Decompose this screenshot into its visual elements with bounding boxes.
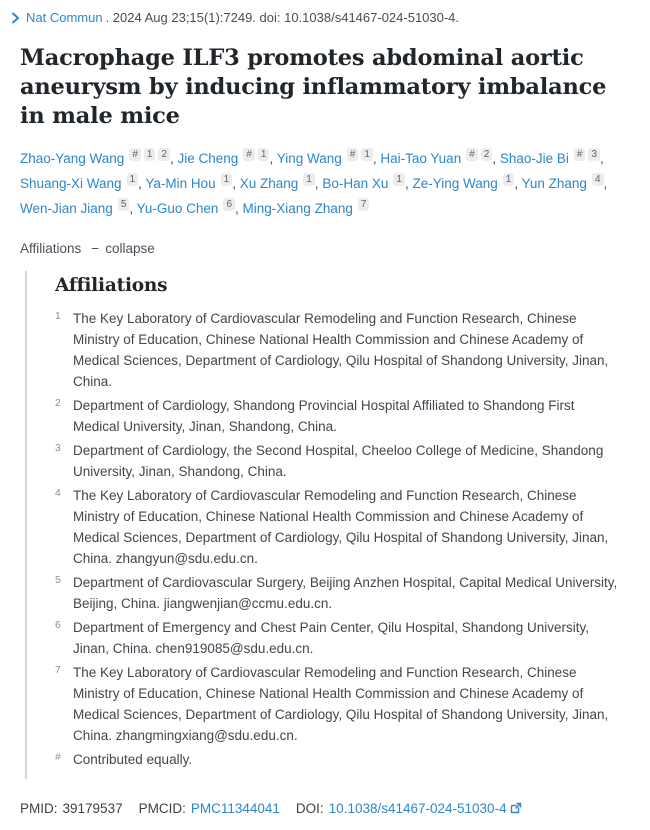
author-affiliation-sup-badge: #	[129, 148, 141, 161]
author	[20, 176, 138, 191]
author	[500, 151, 600, 166]
affiliation-item	[55, 662, 622, 746]
author-link[interactable]: Xu Zhang	[239, 176, 299, 191]
author-link[interactable]: Yu-Guo Chen	[136, 201, 219, 216]
author-affiliation-sup-badge: 1	[303, 173, 315, 186]
affiliation-item	[55, 308, 622, 392]
author	[413, 176, 515, 191]
affiliation-text: Department of Cardiovascular Surgery, Beijing Anzhen Hospital, Capital Medical University, Beijing, China. jiangwenjian@ccmu.edu.cn.	[73, 575, 618, 611]
pmcid-label: PMCID:	[138, 801, 186, 816]
pmid-value: 39179537	[62, 801, 123, 816]
pmcid-link[interactable]: PMC11344041	[190, 801, 280, 816]
citation-text: . 2024 Aug 23;15(1):7249. doi: 10.1038/s41467-024-51030-4.	[105, 10, 460, 25]
affiliation-text: Department of Cardiology, the Second Hospital, Cheeloo College of Medicine, Shandong University, Jinan, Shandong, China.	[73, 443, 604, 479]
author-affiliation-sup-badge: 7	[358, 198, 370, 211]
affiliation-text: The Key Laboratory of Cardiovascular Remodeling and Function Research, Chinese Ministry of Education, Chinese National Health Commission and Chinese Academy of Medical Sciences, Department of Cardiology, Qilu Hospital of Shandong University, Jinan, China. zhangyun@sdu.edu.cn.	[73, 488, 609, 566]
author	[240, 176, 315, 191]
affiliation-item	[55, 749, 622, 770]
affiliations-list	[55, 308, 622, 770]
affiliation-marker: #	[55, 751, 61, 763]
author-affiliation-sup-badge: 1	[393, 173, 405, 186]
affiliation-item	[55, 572, 622, 614]
author-link[interactable]: Zhao-Yang Wang	[20, 151, 125, 166]
author	[20, 151, 170, 166]
affiliation-marker: 1	[55, 310, 61, 322]
affiliation-marker: 2	[55, 397, 61, 409]
chevron-right-icon	[11, 12, 20, 24]
affiliation-text: The Key Laboratory of Cardiovascular Remodeling and Function Research, Chinese Ministry of Education, Chinese National Health Commission and Chinese Academy of Medical Sciences, Department of Cardiology, Qilu Hospital of Shandong University, Jinan, China. zhangmingxiang@sdu.edu.cn.	[73, 665, 609, 743]
affiliation-item	[55, 617, 622, 659]
author-affiliation-sup-badge: 1	[127, 173, 139, 186]
author-affiliation-sup-badge: 4	[592, 173, 604, 186]
author-affiliation-sup-badge: 2	[481, 148, 493, 161]
minus-icon: −	[91, 241, 100, 256]
author-affiliation-sup-badge: 1	[221, 173, 233, 186]
author	[277, 151, 373, 166]
author-link[interactable]: Ying Wang	[276, 151, 342, 166]
author-link[interactable]: Shao-Jie Bi	[499, 151, 569, 166]
author-affiliation-sup-badge: 5	[118, 198, 130, 211]
author-affiliation-sup-badge: 1	[361, 148, 373, 161]
author	[178, 151, 270, 166]
author-link[interactable]: Ya-Min Hou	[145, 176, 216, 191]
author-link[interactable]: Yun Zhang	[521, 176, 587, 191]
doi-link[interactable]: 10.1038/s41467-024-51030-4	[329, 801, 522, 816]
doi-label: DOI:	[295, 801, 324, 816]
pmcid-group	[139, 801, 280, 816]
affiliations-heading: Affiliations	[55, 275, 168, 296]
affiliations-toggle-label: Affiliations	[20, 241, 82, 256]
author	[380, 151, 492, 166]
affiliation-marker: 7	[55, 664, 61, 676]
author-affiliation-sup-badge: 1	[144, 148, 156, 161]
author	[137, 201, 235, 216]
author	[145, 176, 232, 191]
author-affiliation-sup-badge: #	[243, 148, 255, 161]
author-affiliation-sup-badge: #	[466, 148, 478, 161]
journal-link[interactable]: Nat Commun	[26, 10, 103, 25]
affiliation-text: The Key Laboratory of Cardiovascular Remodeling and Function Research, Chinese Ministry of Education, Chinese National Health Commission and Chinese Academy of Medical Sciences, Department of Cardiology, Qilu Hospital of Shandong University, Jinan, China.	[73, 311, 609, 389]
pmid-group	[20, 801, 123, 816]
author-affiliation-sup-badge: #	[574, 148, 586, 161]
author-affiliation-sup-badge: 2	[158, 148, 170, 161]
author	[20, 201, 129, 216]
author-link[interactable]: Hai-Tao Yuan	[380, 151, 462, 166]
affiliations-panel	[25, 271, 622, 779]
affiliation-text: Contributed equally.	[73, 752, 193, 767]
affiliation-marker: 4	[55, 487, 61, 499]
author-link[interactable]: Ming-Xiang Zhang	[242, 201, 353, 216]
author-link[interactable]: Wen-Jian Jiang	[20, 201, 113, 216]
author-affiliation-sup-badge: #	[347, 148, 359, 161]
external-link-icon	[510, 802, 522, 814]
affiliations-toggle-row	[20, 241, 622, 256]
author	[522, 176, 604, 191]
affiliation-item	[55, 395, 622, 437]
author-link[interactable]: Bo-Han Xu	[322, 176, 389, 191]
affiliation-marker: 6	[55, 619, 61, 631]
author	[322, 176, 405, 191]
author-affiliation-sup-badge: 1	[503, 173, 515, 186]
author-affiliation-sup-badge: 3	[588, 148, 600, 161]
author-link[interactable]: Jie Cheng	[177, 151, 239, 166]
pmid-label: PMID:	[20, 801, 58, 816]
authors-list: Zhao-Yang Wang # 1 2 , Jie Cheng # 1 , Ying Wang # 1 , Hai-Tao Yuan # 2 , Shao-Jie Bi # 3 , Shuang-Xi Wang 1 , Ya-Min Hou 1 , Xu Zhang 1 , Bo-Han Xu 1 , Ze-Ying Wang 1 , Yun Zhang 4 , Wen-Jian Jiang 5 , Yu-Guo Chen 6 , Ming-Xiang Zhang 7	[20, 149, 608, 216]
author-affiliation-sup-badge: 6	[223, 198, 235, 211]
author	[243, 201, 370, 216]
journal-bar	[11, 10, 622, 25]
article-identifiers	[20, 801, 622, 816]
author-affiliation-sup-badge: 1	[258, 148, 270, 161]
affiliation-marker: 5	[55, 574, 61, 586]
article-title: Macrophage ILF3 promotes abdominal aortic aneurysm by inducing inflammatory imbalance in male mice	[20, 45, 607, 129]
affiliation-text: Department of Cardiology, Shandong Provincial Hospital Affiliated to Shandong First Medical University, Jinan, Shandong, China.	[73, 398, 575, 434]
affiliation-marker: 3	[55, 442, 61, 454]
affiliation-text: Department of Emergency and Chest Pain Center, Qilu Hospital, Shandong University, Jinan, China. chen919085@sdu.edu.cn.	[73, 620, 590, 656]
doi-group	[296, 801, 522, 816]
affiliation-item	[55, 485, 622, 569]
affiliation-item	[55, 440, 622, 482]
author-link[interactable]: Ze-Ying Wang	[412, 176, 498, 191]
author-link[interactable]: Shuang-Xi Wang	[20, 176, 122, 191]
collapse-affiliations-button[interactable]: − collapse	[91, 241, 155, 256]
